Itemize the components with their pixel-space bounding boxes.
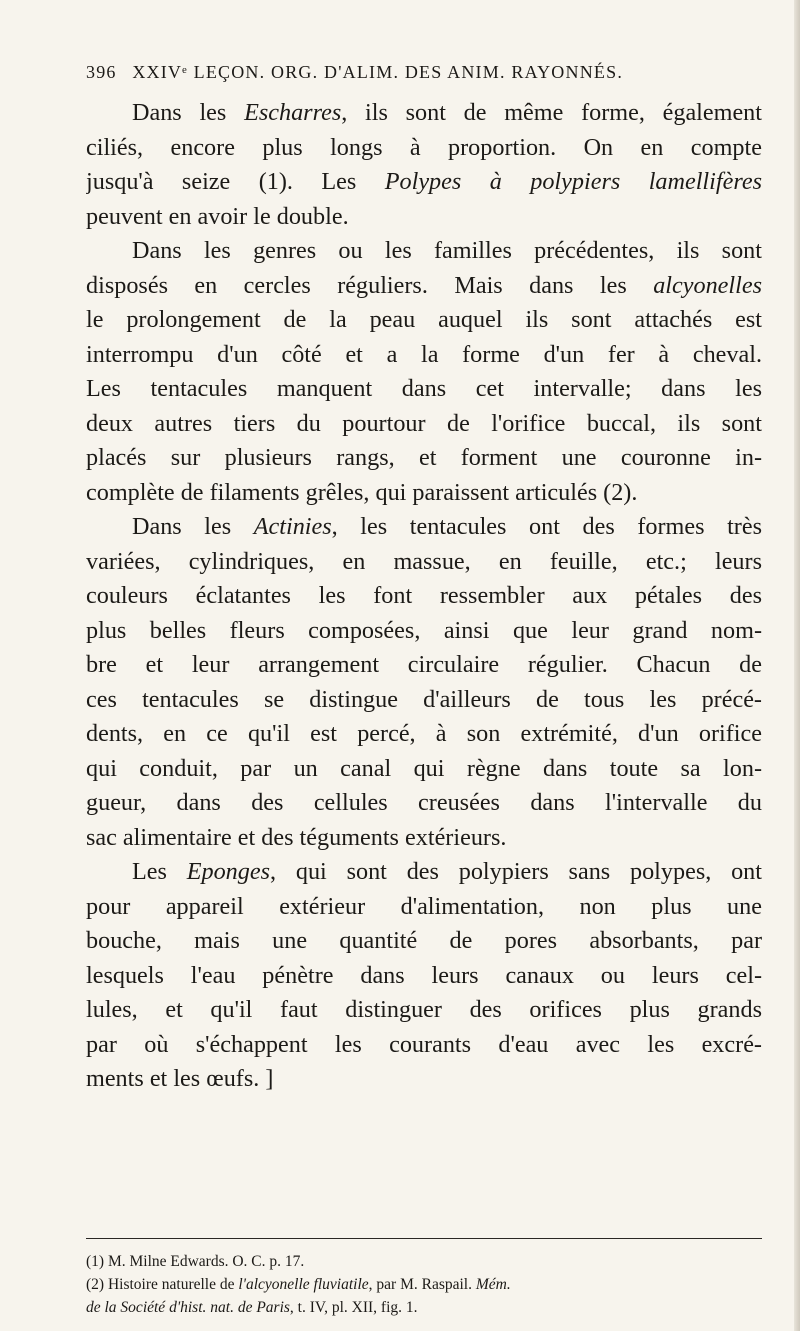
footnote-rule xyxy=(86,1238,762,1239)
text-run: plus belles fleurs composées, ainsi que leur grand nom- xyxy=(86,616,762,644)
text-run: jusqu'à seize (1). Les xyxy=(86,168,385,195)
italic-text: Polypes à polypiers lamellifères xyxy=(384,168,762,195)
text-run: le prolongement de la peau auquel ils sont attachés est xyxy=(86,306,762,333)
text-line xyxy=(86,993,762,1028)
text-line xyxy=(86,821,762,856)
text-run: placés sur plusieurs rangs, et forment une couronne in- xyxy=(86,444,762,471)
footnote-line xyxy=(86,1250,766,1273)
text-line xyxy=(86,476,762,511)
text-line xyxy=(86,959,762,994)
text-line xyxy=(86,614,762,649)
text-run: , ils sont de même forme, également xyxy=(341,99,762,126)
text-line xyxy=(86,683,762,718)
italic-text: Actinies xyxy=(253,513,332,540)
text-line xyxy=(86,890,762,925)
italic-text: de la Société d'hist. nat. de Paris xyxy=(86,1299,290,1316)
text-line xyxy=(86,303,762,338)
footnotes xyxy=(86,1250,766,1319)
text-line xyxy=(86,269,762,304)
text-line xyxy=(86,441,762,476)
page-number: 396 xyxy=(86,62,117,82)
text-run: , qui sont des polypiers sans polypes, ont xyxy=(270,858,762,885)
text-run: sac alimentaire et des téguments extérieurs. xyxy=(86,823,507,851)
text-run: , t. IV, pl. XII, fig. 1. xyxy=(289,1299,418,1316)
text-line xyxy=(86,338,762,373)
running-header xyxy=(86,62,623,83)
italic-text: alcyonelles xyxy=(653,271,762,299)
text-line xyxy=(86,131,762,166)
text-line xyxy=(86,1062,762,1097)
text-run: Dans les xyxy=(132,99,245,126)
footnote-line xyxy=(86,1296,766,1319)
text-run: (1) M. Milne Edwards. O. C. p. 17. xyxy=(86,1253,305,1270)
text-run: , les tentacules ont des formes très xyxy=(331,513,762,540)
text-run: qui conduit, par un canal qui règne dans toute sa lon- xyxy=(86,754,762,782)
text-line xyxy=(86,786,762,821)
running-title: XXIVᵉ LEÇON. ORG. D'ALIM. DES ANIM. RAYONNÉS. xyxy=(132,62,624,82)
text-run: interrompu d'un côté et a la forme d'un fer à cheval. xyxy=(86,340,762,368)
italic-text: Eponges xyxy=(186,858,271,885)
italic-text: l'alcyonelle fluviatile xyxy=(238,1276,369,1293)
text-line xyxy=(86,372,762,407)
text-run: variées, cylindriques, en massue, en feuille, etc.; leurs xyxy=(86,547,762,575)
text-line xyxy=(86,96,762,131)
text-line xyxy=(86,234,762,269)
text-run: deux autres tiers du pourtour de l'orifice buccal, ils sont xyxy=(86,409,762,437)
text-run: Les xyxy=(132,858,187,885)
text-run: complète de filaments grêles, qui paraissent articulés (2). xyxy=(86,478,638,506)
text-line xyxy=(86,1028,762,1063)
text-run: gueur, dans des cellules creusées dans l'intervalle du xyxy=(86,789,762,816)
text-line xyxy=(86,165,762,200)
text-line xyxy=(86,510,762,545)
text-run: dents, en ce qu'il est percé, à son extrémité, d'un orifice xyxy=(86,720,762,747)
text-line xyxy=(86,717,762,752)
text-line xyxy=(86,648,762,683)
text-run: couleurs éclatantes les font ressembler aux pétales des xyxy=(86,582,762,609)
text-run: ciliés, encore plus longs à proportion. On en compte xyxy=(86,133,762,161)
text-run: ments et les œufs. ] xyxy=(86,1065,274,1092)
italic-text: Escharres xyxy=(244,99,342,126)
text-line xyxy=(86,407,762,442)
text-run: disposés en cercles réguliers. Mais dans les xyxy=(86,271,654,299)
text-run: ces tentacules se distingue d'ailleurs de tous les précé- xyxy=(86,685,762,713)
text-run: pour appareil extérieur d'alimentation, non plus une xyxy=(86,892,762,920)
text-line xyxy=(86,200,762,235)
text-line xyxy=(86,855,762,890)
text-line xyxy=(86,579,762,614)
body-text xyxy=(86,96,762,1097)
text-run: peuvent en avoir le double. xyxy=(86,202,349,230)
text-run: Les tentacules manquent dans cet intervalle; dans les xyxy=(86,375,762,402)
text-run: lules, et qu'il faut distinguer des orifices plus grands xyxy=(86,996,762,1023)
text-line xyxy=(86,545,762,580)
text-run: lesquels l'eau pénètre dans leurs canaux ou leurs cel- xyxy=(86,961,762,989)
text-run: par où s'échappent les courants d'eau avec les excré- xyxy=(86,1030,762,1058)
text-run: Dans les xyxy=(132,513,254,540)
text-line xyxy=(86,752,762,787)
text-run: , par M. Raspail. xyxy=(368,1276,476,1293)
text-run: bouche, mais une quantité de pores absorbants, par xyxy=(86,927,762,954)
text-run: Dans les genres ou les familles précédentes, ils sont xyxy=(132,237,762,264)
text-line xyxy=(86,924,762,959)
text-run: bre et leur arrangement circulaire régulier. Chacun de xyxy=(86,651,762,678)
page-edge xyxy=(794,0,800,1331)
italic-text: Mém. xyxy=(475,1276,511,1293)
footnote-line xyxy=(86,1273,766,1296)
text-run: (2) Histoire naturelle de xyxy=(86,1276,239,1293)
